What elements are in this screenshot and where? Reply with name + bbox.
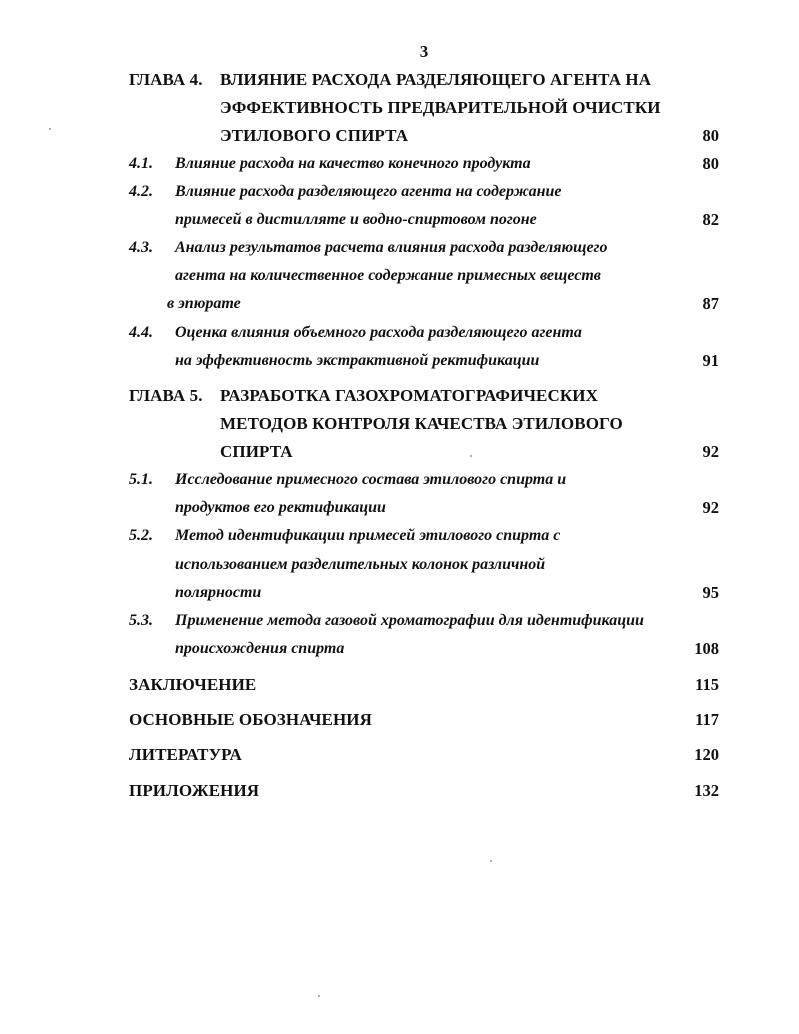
section-title-line: продуктов его ректификации — [175, 499, 386, 516]
section-label: 5.2. — [129, 527, 153, 544]
page-ref: 108 — [694, 639, 719, 658]
page-ref: 80 — [702, 154, 719, 173]
scan-speck — [49, 128, 51, 130]
chapter-title-line: ЭТИЛОВОГО СПИРТА — [220, 126, 409, 145]
section-title-line: полярности — [175, 584, 262, 601]
section-title-line: Влияние расхода на качество конечного продукта — [175, 155, 531, 172]
page-ref: 117 — [695, 710, 719, 729]
section-label: 4.2. — [129, 183, 153, 200]
page-ref: 120 — [694, 745, 719, 764]
page-ref: 92 — [702, 442, 719, 461]
page-ref: 132 — [694, 781, 719, 800]
page-ref: 82 — [702, 210, 719, 229]
page-number: 3 — [419, 42, 429, 61]
chapter-title-line: ВЛИЯНИЕ РАСХОДА РАЗДЕЛЯЮЩЕГО АГЕНТА НА — [220, 70, 652, 89]
section-label: 4.4. — [129, 324, 153, 341]
scan-speck — [490, 860, 492, 862]
section-title-line: Исследование примесного состава этилового спирта и — [175, 471, 567, 488]
section-title-line: на эффективность экстрактивной ректификации — [175, 352, 540, 369]
entry-title: ЗАКЛЮЧЕНИЕ — [129, 675, 257, 694]
section-title-line: использованием разделительных колонок различной — [175, 556, 546, 573]
page-ref: 80 — [702, 126, 719, 145]
section-title-line: в эпюрате — [167, 295, 241, 312]
entry-title: ОСНОВНЫЕ ОБОЗНАЧЕНИЯ — [129, 710, 372, 729]
chapter-title-line: СПИРТА — [220, 442, 293, 461]
chapter-title-line: РАЗРАБОТКА ГАЗОХРОМАТОГРАФИЧЕСКИХ — [220, 386, 598, 405]
page-ref: 91 — [702, 351, 719, 370]
page-ref: 95 — [702, 583, 719, 602]
entry-title: ЛИТЕРАТУРА — [129, 745, 242, 764]
section-title-line: происхождения спирта — [175, 640, 345, 657]
page-ref: 115 — [695, 675, 719, 694]
section-title-line: Влияние расхода разделяющего агента на содержание — [175, 183, 562, 200]
section-label: 4.3. — [129, 239, 153, 256]
section-label: 4.1. — [129, 155, 153, 172]
chapter-label: ГЛАВА 5. — [129, 386, 203, 405]
scan-speck — [318, 995, 320, 997]
section-title-line: Применение метода газовой хроматографии для идентификации — [175, 612, 644, 629]
page-ref: 92 — [702, 498, 719, 517]
section-title-line: примесей в дистилляте и водно-спиртовом погоне — [175, 211, 537, 228]
section-title-line: Оценка влияния объемного расхода разделяющего агента — [175, 324, 582, 341]
section-label: 5.3. — [129, 612, 153, 629]
section-title-line: агента на количественное содержание примесных веществ — [175, 267, 601, 284]
entry-title: ПРИЛОЖЕНИЯ — [129, 781, 260, 800]
chapter-label: ГЛАВА 4. — [129, 70, 203, 89]
scan-speck — [470, 455, 472, 457]
chapter-title-line: МЕТОДОВ КОНТРОЛЯ КАЧЕСТВА ЭТИЛОВОГО — [220, 414, 623, 433]
page-ref: 87 — [702, 294, 719, 313]
section-label: 5.1. — [129, 471, 153, 488]
chapter-title-line: ЭФФЕКТИВНОСТЬ ПРЕДВАРИТЕЛЬНОЙ ОЧИСТКИ — [220, 98, 661, 117]
section-title-line: Метод идентификации примесей этилового спирта с — [175, 527, 561, 544]
section-title-line: Анализ результатов расчета влияния расхода разделяющего — [175, 239, 608, 256]
